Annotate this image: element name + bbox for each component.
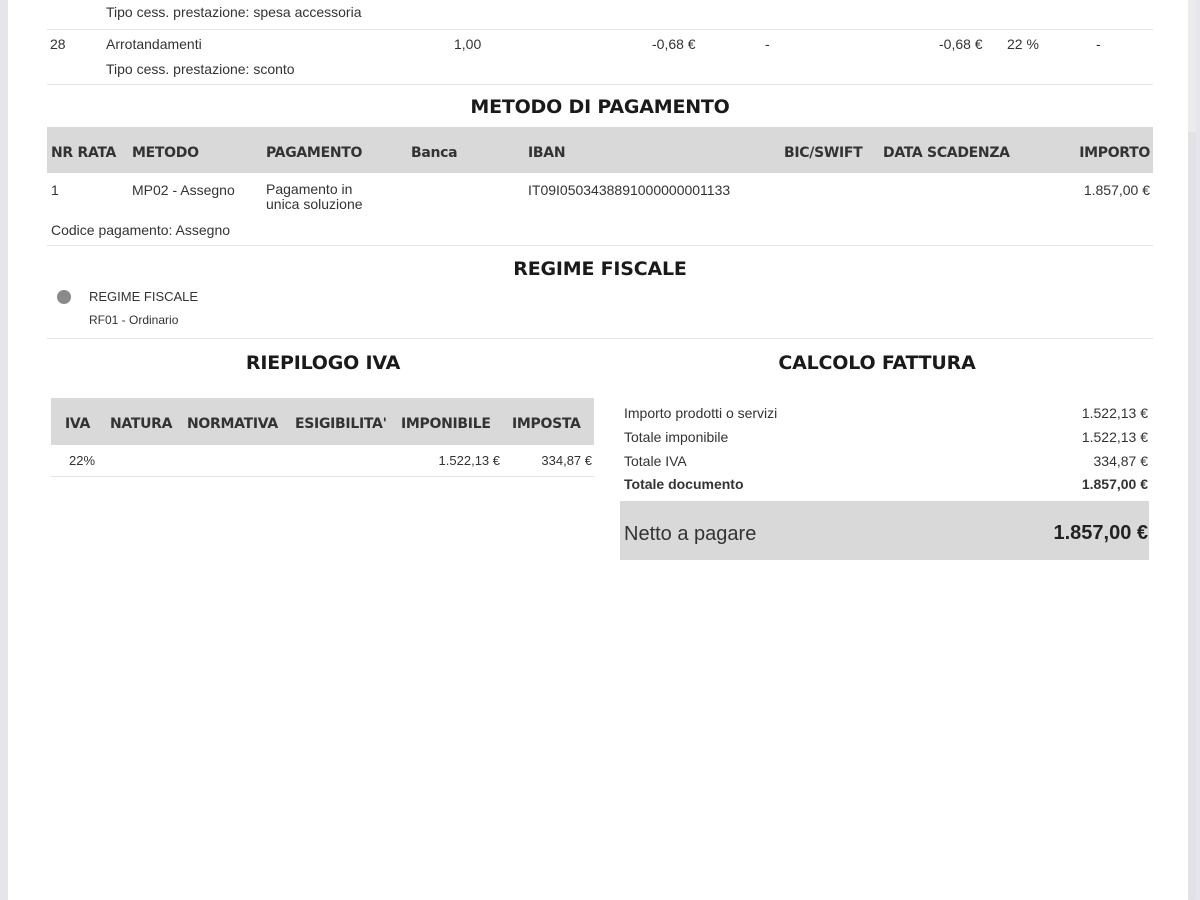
col-header-nr-rata: NR RATA [51,145,117,161]
payment-metodo: MP02 - Assegno [132,182,235,198]
invoice-page [8,0,1188,900]
divider [51,476,594,477]
calc-value: 1.522,13 € [1081,429,1148,445]
line-item-iva: 22 % [1007,36,1039,52]
calc-label: Importo prodotti o servizi [624,405,778,421]
col-header-metodo: METODO [132,145,199,161]
line-item-unit-price: -0,68 € [652,36,696,52]
payment-iban: IT09I0503438891000000001133 [528,182,731,198]
divider [47,338,1153,339]
divider [47,84,1153,85]
calc-label: Totale imponibile [624,429,729,445]
line-item-discount: - [765,36,770,52]
line-item-nr: 28 [50,36,66,52]
divider [47,29,1153,30]
col-header-banca: Banca [411,145,458,161]
calc-total-label: Totale documento [624,476,744,492]
net-to-pay-label: Netto a pagare [624,523,757,545]
col-header-imposta: IMPOSTA [512,416,581,432]
col-header-imponibile: IMPONIBILE [401,416,491,432]
col-header-iban: IBAN [528,145,566,161]
payment-pagamento [266,182,363,212]
col-header-normativa: NORMATIVA [187,416,278,432]
calc-value: 1.522,13 € [1081,405,1148,421]
tax-regime-title: REGIME FISCALE [513,258,687,280]
vat-summary-title: RIEPILOGO IVA [245,352,401,374]
bullet-dot-icon [57,290,71,304]
line-item-quantity: 1,00 [454,36,482,52]
tax-regime-value: RF01 - Ordinario [89,313,179,327]
col-header-natura: NATURA [110,416,173,432]
divider [47,245,1153,246]
calc-total-value: 1.857,00 € [1081,476,1148,492]
vat-imposta: 334,87 € [541,453,592,468]
payment-method-title: METODO DI PAGAMENTO [470,96,730,118]
net-to-pay-value: 1.857,00 € [1053,522,1148,544]
payment-importo: 1.857,00 € [1083,182,1150,198]
payment-pagamento-line2: unica soluzione [266,196,363,212]
calc-label: Totale IVA [624,453,687,469]
line-item-extra: - [1096,36,1101,52]
scrollbar-thumb[interactable] [1188,132,1196,900]
payment-code: Codice pagamento: Assegno [51,222,231,238]
line-item-description: Arrotandamenti [106,36,202,52]
payment-nr-rata: 1 [51,182,59,198]
line-item-total: -0,68 € [939,36,983,52]
vat-rate: 22% [69,453,96,468]
col-header-iva: IVA [65,416,91,432]
calc-value: 334,87 € [1093,453,1148,469]
vertical-scrollbar[interactable] [1188,0,1196,900]
col-header-data-scadenza: DATA SCADENZA [883,145,1010,161]
line-item-type: Tipo cess. prestazione: sconto [106,61,295,77]
tax-regime-label: REGIME FISCALE [89,289,199,304]
payment-pagamento-line1: Pagamento in [266,181,353,197]
col-header-esigibilita: ESIGIBILITA' [295,416,387,432]
invoice-calc-title: CALCOLO FATTURA [778,352,976,374]
line-item-type: Tipo cess. prestazione: spesa accessoria [106,4,362,20]
col-header-importo: IMPORTO [1079,145,1150,161]
col-header-pagamento: PAGAMENTO [266,145,363,161]
vat-imponibile: 1.522,13 € [438,453,500,468]
col-header-bic-swift: BIC/SWIFT [784,145,863,161]
